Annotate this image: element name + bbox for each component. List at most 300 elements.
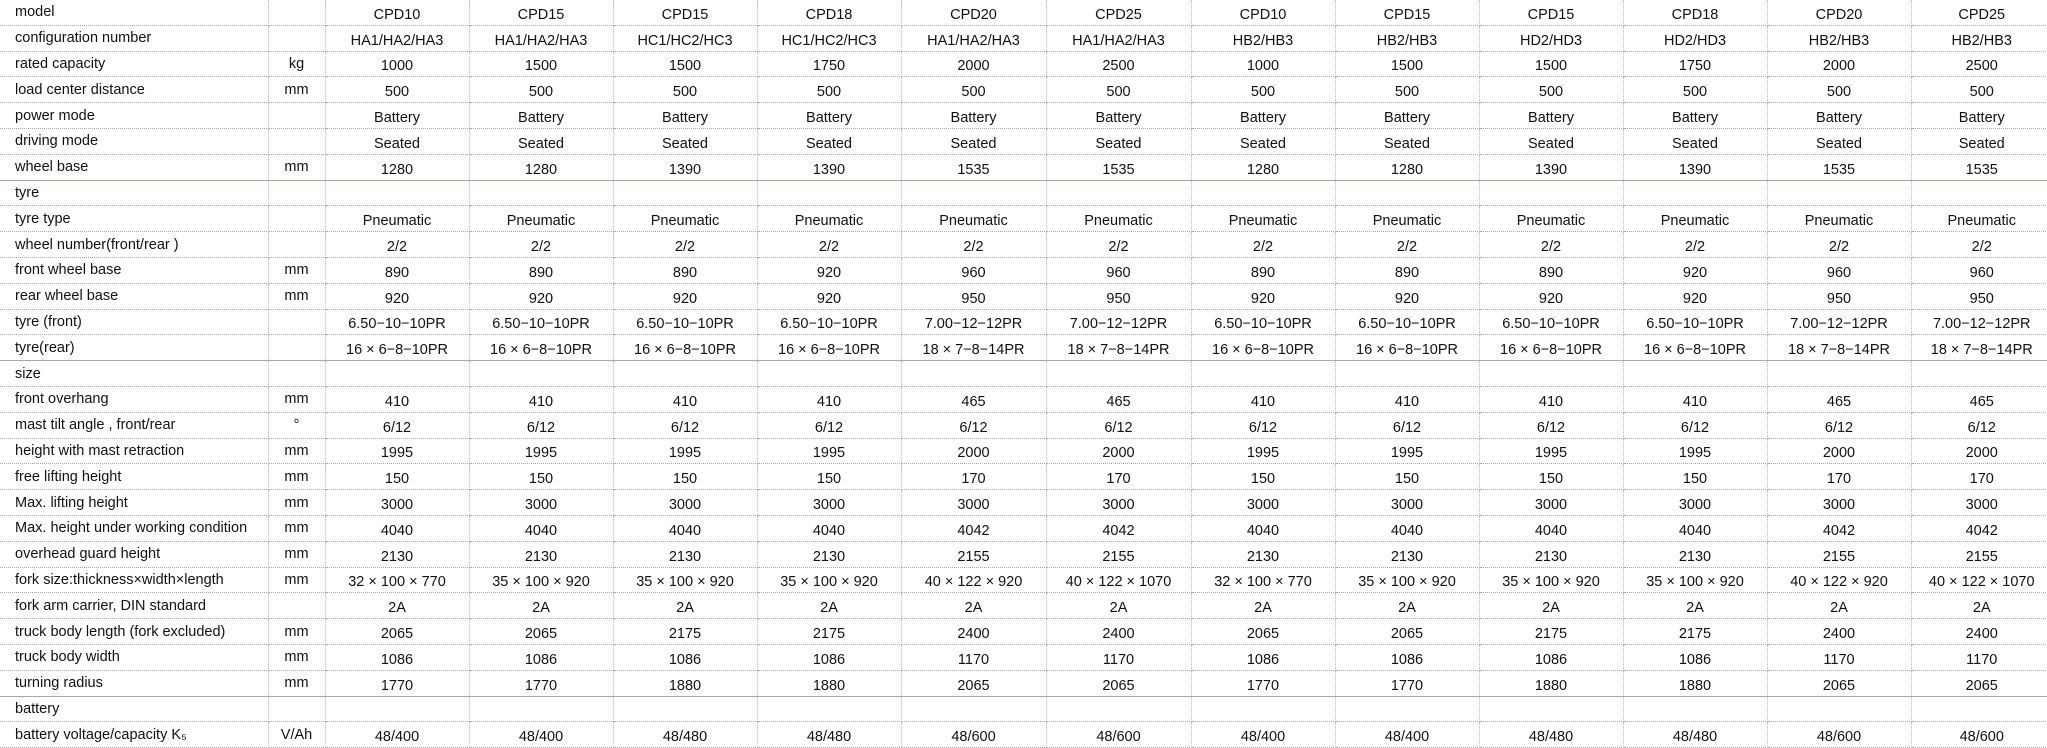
value-cell: 1995 xyxy=(757,438,901,464)
value-cell: 16 × 6−8−10PR xyxy=(757,335,901,361)
value-cell: 500 xyxy=(1046,77,1191,103)
value-cell: 150 xyxy=(1335,464,1479,490)
row-label: wheel number(front/rear ) xyxy=(0,232,268,258)
value-cell xyxy=(613,696,757,722)
row-unit: mm xyxy=(268,490,325,516)
value-cell: 410 xyxy=(469,386,613,412)
value-cell: 2130 xyxy=(325,541,469,567)
value-cell: 16 × 6−8−10PR xyxy=(1479,335,1623,361)
value-cell: 1086 xyxy=(1335,644,1479,670)
value-cell: 6.50−10−10PR xyxy=(469,309,613,335)
value-cell: 1086 xyxy=(1191,644,1335,670)
value-cell: 150 xyxy=(325,464,469,490)
spec-row xyxy=(0,103,2047,129)
value-cell: 7.00−12−12PR xyxy=(1767,309,1911,335)
row-unit xyxy=(268,0,325,25)
value-cell: 150 xyxy=(1623,464,1767,490)
value-cell: 40 × 122 × 1070 xyxy=(1911,567,2047,593)
row-unit: mm xyxy=(268,515,325,541)
value-cell: 2/2 xyxy=(1191,232,1335,258)
value-cell: 1995 xyxy=(613,438,757,464)
value-cell: 2/2 xyxy=(469,232,613,258)
value-cell: 16 × 6−8−10PR xyxy=(469,335,613,361)
value-cell: 1880 xyxy=(1479,670,1623,696)
value-cell: 1995 xyxy=(1479,438,1623,464)
value-cell: 48/480 xyxy=(613,722,757,748)
value-cell xyxy=(1479,361,1623,387)
value-cell xyxy=(1911,361,2047,387)
value-cell: HC1/HC2/HC3 xyxy=(757,25,901,51)
value-cell xyxy=(757,361,901,387)
value-cell: 500 xyxy=(1623,77,1767,103)
value-cell: 3000 xyxy=(1767,490,1911,516)
row-unit xyxy=(268,103,325,129)
value-cell: 1500 xyxy=(1479,51,1623,77)
value-cell: 2130 xyxy=(1623,541,1767,567)
row-unit: mm xyxy=(268,257,325,283)
row-unit xyxy=(268,335,325,361)
value-cell: 1280 xyxy=(469,154,613,180)
value-cell: Pneumatic xyxy=(325,206,469,232)
value-cell xyxy=(469,696,613,722)
value-cell: 6.50−10−10PR xyxy=(1335,309,1479,335)
row-unit: mm xyxy=(268,644,325,670)
value-cell: 1995 xyxy=(1335,438,1479,464)
value-cell: 2A xyxy=(613,593,757,619)
value-cell: CPD10 xyxy=(1191,0,1335,25)
value-cell: 35 × 100 × 920 xyxy=(469,567,613,593)
value-cell xyxy=(1046,696,1191,722)
value-cell: 1750 xyxy=(757,51,901,77)
row-unit xyxy=(268,128,325,154)
value-cell: 500 xyxy=(1767,77,1911,103)
row-unit: mm xyxy=(268,567,325,593)
row-label: tyre (front) xyxy=(0,309,268,335)
spec-row xyxy=(0,490,2047,516)
value-cell: 2155 xyxy=(901,541,1046,567)
spec-row xyxy=(0,567,2047,593)
value-cell: 32 × 100 × 770 xyxy=(1191,567,1335,593)
spec-row xyxy=(0,51,2047,77)
spec-row xyxy=(0,128,2047,154)
value-cell: 920 xyxy=(613,283,757,309)
value-cell: CPD15 xyxy=(613,0,757,25)
value-cell: Pneumatic xyxy=(1479,206,1623,232)
spec-row xyxy=(0,25,2047,51)
value-cell: 2/2 xyxy=(325,232,469,258)
spec-row xyxy=(0,386,2047,412)
value-cell: 6/12 xyxy=(1911,412,2047,438)
value-cell: CPD25 xyxy=(1046,0,1191,25)
value-cell: 1995 xyxy=(469,438,613,464)
value-cell: Pneumatic xyxy=(1191,206,1335,232)
value-cell: 48/600 xyxy=(901,722,1046,748)
spec-row xyxy=(0,464,2047,490)
value-cell: 920 xyxy=(1191,283,1335,309)
value-cell: CPD15 xyxy=(469,0,613,25)
value-cell: 890 xyxy=(469,257,613,283)
value-cell: 3000 xyxy=(325,490,469,516)
value-cell: 6/12 xyxy=(1623,412,1767,438)
value-cell: 1770 xyxy=(1191,670,1335,696)
value-cell: 500 xyxy=(901,77,1046,103)
value-cell: 4040 xyxy=(757,515,901,541)
row-unit xyxy=(268,361,325,387)
value-cell: 170 xyxy=(1911,464,2047,490)
value-cell: 465 xyxy=(1046,386,1191,412)
section-label: size xyxy=(0,361,268,387)
value-cell xyxy=(1623,696,1767,722)
value-cell: 3000 xyxy=(1911,490,2047,516)
value-cell: 4042 xyxy=(1767,515,1911,541)
value-cell: 2000 xyxy=(1767,438,1911,464)
value-cell: 16 × 6−8−10PR xyxy=(1335,335,1479,361)
value-cell: 2065 xyxy=(1191,619,1335,645)
row-label: driving mode xyxy=(0,128,268,154)
value-cell: 2155 xyxy=(1767,541,1911,567)
value-cell: CPD18 xyxy=(1623,0,1767,25)
row-unit xyxy=(268,180,325,206)
value-cell: 2130 xyxy=(1335,541,1479,567)
value-cell: 2065 xyxy=(1335,619,1479,645)
value-cell: 500 xyxy=(1479,77,1623,103)
value-cell: Battery xyxy=(469,103,613,129)
value-cell: Battery xyxy=(1479,103,1623,129)
value-cell: 1086 xyxy=(1623,644,1767,670)
value-cell: 6.50−10−10PR xyxy=(1623,309,1767,335)
value-cell: 1880 xyxy=(1623,670,1767,696)
value-cell: 2065 xyxy=(469,619,613,645)
section-header-row xyxy=(0,180,2047,206)
row-unit: mm xyxy=(268,670,325,696)
spec-row xyxy=(0,438,2047,464)
value-cell: 1995 xyxy=(325,438,469,464)
value-cell: Battery xyxy=(613,103,757,129)
value-cell xyxy=(613,361,757,387)
value-cell: Seated xyxy=(325,128,469,154)
value-cell: 2A xyxy=(901,593,1046,619)
value-cell: 1170 xyxy=(1767,644,1911,670)
value-cell: HB2/HB3 xyxy=(1335,25,1479,51)
value-cell: 4040 xyxy=(1191,515,1335,541)
value-cell: 18 × 7−8−14PR xyxy=(901,335,1046,361)
row-label: Max. lifting height xyxy=(0,490,268,516)
value-cell: 410 xyxy=(613,386,757,412)
row-unit: mm xyxy=(268,386,325,412)
value-cell xyxy=(1479,180,1623,206)
value-cell: Seated xyxy=(1191,128,1335,154)
row-label: fork arm carrier, DIN standard xyxy=(0,593,268,619)
value-cell: 2065 xyxy=(1911,670,2047,696)
value-cell: 920 xyxy=(1623,257,1767,283)
value-cell: 7.00−12−12PR xyxy=(1046,309,1191,335)
value-cell: 35 × 100 × 920 xyxy=(613,567,757,593)
value-cell xyxy=(1911,696,2047,722)
spec-row xyxy=(0,412,2047,438)
value-cell: 6.50−10−10PR xyxy=(613,309,757,335)
value-cell: CPD20 xyxy=(901,0,1046,25)
value-cell: 2400 xyxy=(901,619,1046,645)
spec-row xyxy=(0,309,2047,335)
value-cell: 4042 xyxy=(1046,515,1191,541)
value-cell xyxy=(1191,361,1335,387)
value-cell: HD2/HD3 xyxy=(1479,25,1623,51)
value-cell: 4040 xyxy=(1479,515,1623,541)
value-cell: 500 xyxy=(1335,77,1479,103)
row-unit: V/Ah xyxy=(268,722,325,748)
row-label: tyre(rear) xyxy=(0,335,268,361)
value-cell: 1500 xyxy=(469,51,613,77)
value-cell: 2/2 xyxy=(1623,232,1767,258)
value-cell: 410 xyxy=(1191,386,1335,412)
value-cell: HA1/HA2/HA3 xyxy=(469,25,613,51)
value-cell: 1170 xyxy=(1911,644,2047,670)
value-cell: 48/400 xyxy=(469,722,613,748)
value-cell: Seated xyxy=(1335,128,1479,154)
value-cell: 150 xyxy=(469,464,613,490)
row-unit: mm xyxy=(268,438,325,464)
value-cell: 500 xyxy=(469,77,613,103)
value-cell: 2/2 xyxy=(1046,232,1191,258)
value-cell: 1000 xyxy=(1191,51,1335,77)
value-cell: HC1/HC2/HC3 xyxy=(613,25,757,51)
value-cell: HB2/HB3 xyxy=(1911,25,2047,51)
value-cell: 2155 xyxy=(1046,541,1191,567)
spec-row xyxy=(0,644,2047,670)
value-cell: 2130 xyxy=(469,541,613,567)
value-cell: Seated xyxy=(757,128,901,154)
value-cell xyxy=(1046,361,1191,387)
value-cell: 170 xyxy=(1767,464,1911,490)
value-cell: 1170 xyxy=(901,644,1046,670)
value-cell: 500 xyxy=(1911,77,2047,103)
value-cell: 950 xyxy=(901,283,1046,309)
value-cell: 465 xyxy=(1767,386,1911,412)
value-cell: 1280 xyxy=(1335,154,1479,180)
value-cell: Pneumatic xyxy=(469,206,613,232)
value-cell: 6.50−10−10PR xyxy=(1479,309,1623,335)
value-cell: Seated xyxy=(1479,128,1623,154)
value-cell: 2000 xyxy=(901,438,1046,464)
value-cell: 1086 xyxy=(325,644,469,670)
value-cell: 4040 xyxy=(325,515,469,541)
value-cell: 40 × 122 × 920 xyxy=(1767,567,1911,593)
row-unit xyxy=(268,593,325,619)
value-cell: 2065 xyxy=(325,619,469,645)
value-cell: 35 × 100 × 920 xyxy=(1479,567,1623,593)
row-label: fork size:thickness×width×length xyxy=(0,567,268,593)
value-cell: Seated xyxy=(613,128,757,154)
value-cell: 48/480 xyxy=(1479,722,1623,748)
value-cell: 7.00−12−12PR xyxy=(901,309,1046,335)
value-cell: 2A xyxy=(1046,593,1191,619)
value-cell: 6.50−10−10PR xyxy=(325,309,469,335)
value-cell: 2A xyxy=(1623,593,1767,619)
spec-row xyxy=(0,670,2047,696)
value-cell: 1500 xyxy=(1335,51,1479,77)
value-cell: 1390 xyxy=(1623,154,1767,180)
value-cell: 500 xyxy=(757,77,901,103)
value-cell: 3000 xyxy=(1046,490,1191,516)
value-cell: Battery xyxy=(757,103,901,129)
value-cell: 2A xyxy=(469,593,613,619)
value-cell: CPD25 xyxy=(1911,0,2047,25)
value-cell: 4040 xyxy=(469,515,613,541)
value-cell: 6/12 xyxy=(1046,412,1191,438)
value-cell: 1535 xyxy=(1046,154,1191,180)
value-cell: 16 × 6−8−10PR xyxy=(1623,335,1767,361)
value-cell: 2155 xyxy=(1911,541,2047,567)
value-cell: 2A xyxy=(1911,593,2047,619)
value-cell: 2065 xyxy=(901,670,1046,696)
value-cell xyxy=(901,180,1046,206)
value-cell: 3000 xyxy=(469,490,613,516)
value-cell: 4042 xyxy=(1911,515,2047,541)
value-cell: Battery xyxy=(901,103,1046,129)
section-label: tyre xyxy=(0,180,268,206)
value-cell: 18 × 7−8−14PR xyxy=(1767,335,1911,361)
row-unit xyxy=(268,696,325,722)
value-cell: 1390 xyxy=(1479,154,1623,180)
row-label: load center distance xyxy=(0,77,268,103)
value-cell: 410 xyxy=(1335,386,1479,412)
value-cell: 2A xyxy=(1479,593,1623,619)
value-cell: Seated xyxy=(1623,128,1767,154)
value-cell: 2A xyxy=(1191,593,1335,619)
value-cell: 6/12 xyxy=(1191,412,1335,438)
value-cell: 6/12 xyxy=(1335,412,1479,438)
value-cell: 1770 xyxy=(469,670,613,696)
value-cell: 500 xyxy=(613,77,757,103)
value-cell: Seated xyxy=(1911,128,2047,154)
value-cell xyxy=(1767,361,1911,387)
row-unit: ° xyxy=(268,412,325,438)
value-cell: Pneumatic xyxy=(757,206,901,232)
value-cell: 410 xyxy=(325,386,469,412)
value-cell: 2000 xyxy=(1046,438,1191,464)
value-cell xyxy=(1335,180,1479,206)
spec-row xyxy=(0,77,2047,103)
value-cell xyxy=(469,361,613,387)
value-cell: 35 × 100 × 920 xyxy=(1623,567,1767,593)
spec-row xyxy=(0,283,2047,309)
value-cell xyxy=(1767,696,1911,722)
value-cell: CPD10 xyxy=(325,0,469,25)
value-cell: 6/12 xyxy=(1479,412,1623,438)
value-cell: 2175 xyxy=(613,619,757,645)
value-cell: 48/600 xyxy=(1911,722,2047,748)
value-cell: 2400 xyxy=(1911,619,2047,645)
value-cell: Pneumatic xyxy=(613,206,757,232)
value-cell: 1535 xyxy=(901,154,1046,180)
value-cell xyxy=(469,180,613,206)
spec-row xyxy=(0,541,2047,567)
value-cell xyxy=(1623,180,1767,206)
value-cell: Seated xyxy=(1767,128,1911,154)
value-cell: 3000 xyxy=(1479,490,1623,516)
value-cell: 890 xyxy=(1191,257,1335,283)
value-cell: 920 xyxy=(757,257,901,283)
value-cell xyxy=(613,180,757,206)
value-cell xyxy=(1767,180,1911,206)
value-cell: 2/2 xyxy=(1335,232,1479,258)
value-cell: 1770 xyxy=(325,670,469,696)
value-cell: Pneumatic xyxy=(1335,206,1479,232)
value-cell: Pneumatic xyxy=(1767,206,1911,232)
value-cell: 2130 xyxy=(757,541,901,567)
row-unit: kg xyxy=(268,51,325,77)
value-cell: 2500 xyxy=(1911,51,2047,77)
value-cell: 920 xyxy=(1479,283,1623,309)
row-label: power mode xyxy=(0,103,268,129)
value-cell xyxy=(1191,180,1335,206)
value-cell: 1086 xyxy=(613,644,757,670)
value-cell: Seated xyxy=(1046,128,1191,154)
value-cell: 6.50−10−10PR xyxy=(1191,309,1335,335)
value-cell xyxy=(757,180,901,206)
spec-row xyxy=(0,515,2047,541)
value-cell: 48/400 xyxy=(1191,722,1335,748)
value-cell: 6/12 xyxy=(1767,412,1911,438)
value-cell: 6.50−10−10PR xyxy=(757,309,901,335)
value-cell: CPD18 xyxy=(757,0,901,25)
value-cell: 1390 xyxy=(613,154,757,180)
value-cell: 920 xyxy=(469,283,613,309)
value-cell: 2065 xyxy=(1046,670,1191,696)
row-unit: mm xyxy=(268,464,325,490)
spec-row xyxy=(0,232,2047,258)
value-cell: 410 xyxy=(1479,386,1623,412)
value-cell: Pneumatic xyxy=(901,206,1046,232)
row-unit: mm xyxy=(268,283,325,309)
value-cell: 48/400 xyxy=(1335,722,1479,748)
value-cell: 2400 xyxy=(1046,619,1191,645)
value-cell xyxy=(1335,361,1479,387)
row-label: free lifting height xyxy=(0,464,268,490)
row-unit xyxy=(268,309,325,335)
value-cell: 2130 xyxy=(613,541,757,567)
value-cell: 960 xyxy=(1911,257,2047,283)
value-cell: Battery xyxy=(1767,103,1911,129)
row-unit xyxy=(268,206,325,232)
row-unit: mm xyxy=(268,619,325,645)
row-label: tyre type xyxy=(0,206,268,232)
value-cell: 890 xyxy=(1479,257,1623,283)
value-cell xyxy=(325,180,469,206)
spec-row xyxy=(0,0,2047,25)
row-label: battery voltage/capacity K₅ xyxy=(0,722,268,748)
row-label: wheel base xyxy=(0,154,268,180)
row-label: turning radius xyxy=(0,670,268,696)
row-unit: mm xyxy=(268,541,325,567)
row-label: configuration number xyxy=(0,25,268,51)
value-cell: 465 xyxy=(1911,386,2047,412)
value-cell: 16 × 6−8−10PR xyxy=(1191,335,1335,361)
value-cell: 465 xyxy=(901,386,1046,412)
value-cell xyxy=(901,696,1046,722)
value-cell: 950 xyxy=(1911,283,2047,309)
row-label: overhead guard height xyxy=(0,541,268,567)
value-cell: 6/12 xyxy=(613,412,757,438)
value-cell: 1170 xyxy=(1046,644,1191,670)
row-label: Max. height under working condition xyxy=(0,515,268,541)
section-header-row xyxy=(0,361,2047,387)
value-cell: 950 xyxy=(1046,283,1191,309)
value-cell: 2/2 xyxy=(1911,232,2047,258)
row-label: rear wheel base xyxy=(0,283,268,309)
value-cell: 2/2 xyxy=(901,232,1046,258)
value-cell: 1086 xyxy=(757,644,901,670)
